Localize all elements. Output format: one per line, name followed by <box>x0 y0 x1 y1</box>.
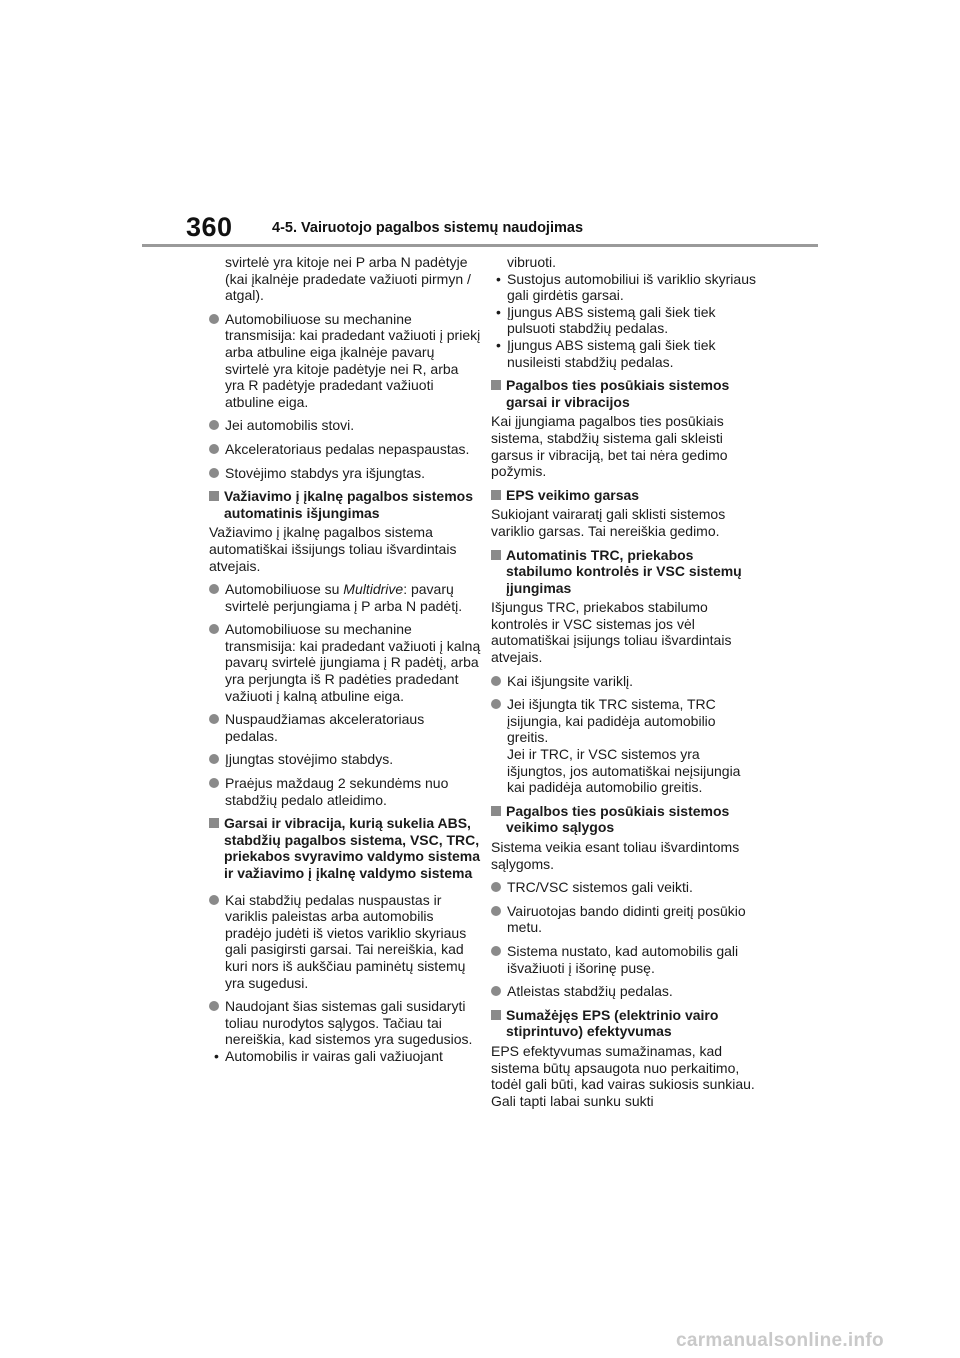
bullet-dot-icon <box>209 314 219 324</box>
continued-bullet-text: svirtelė yra kitoje nei P arba N padėtyje (kai įkalnėje pradedate važiuoti pirmyn / atgal). <box>225 254 471 304</box>
section-heading <box>491 803 759 836</box>
bullet-text: Jei automobilis stovi. <box>225 417 355 434</box>
sub-bullet-item <box>209 1048 481 1065</box>
paragraph: Važiavimo į įkalnę pagalbos sistema automatiškai išsijungs toliau išvardintais atvejais. <box>209 524 457 574</box>
paragraph: Sistema veikia esant toliau išvardintoms sąlygoms. <box>491 839 740 872</box>
section-heading <box>491 487 759 504</box>
bullet-text: Naudojant šias sistemas gali susidaryti toliau nurodytos sąlygos. Tačiau tai nereiškia, kad sistemos yra sugedusios. <box>225 998 473 1048</box>
sub-bullet-marker: • <box>214 1047 219 1064</box>
section-title: 4-5. Vairuotojo pagalbos sistemų naudojimas <box>272 220 584 236</box>
paragraph: Išjungus TRC, priekabos stabilumo kontrolės ir VSC sistemas jos vėl automatiškai įsijungs toliau išvardintais atvejais. <box>491 599 732 666</box>
bullet-item <box>209 711 481 744</box>
bullet-dot-icon <box>209 468 219 478</box>
heading-text: Automatinis TRC, priekabos stabilumo kontrolės ir VSC sistemų įjungimas <box>506 546 742 596</box>
bullet-dot-icon <box>491 906 501 916</box>
square-bullet-icon <box>491 490 501 500</box>
section-heading <box>491 547 759 597</box>
bullet-text <box>225 581 481 614</box>
sub-bullet-marker: • <box>496 336 501 353</box>
section-heading <box>209 815 481 881</box>
section-heading <box>491 1007 759 1040</box>
bullet-item <box>491 696 759 796</box>
sub-bullet-text: Įjungus ABS sistemą gali šiek tiek pulsuoti stabdžių pedalas. <box>507 303 716 337</box>
bullet-item <box>209 998 481 1048</box>
bullet-dot-icon <box>209 895 219 905</box>
paragraph: Kai įjungiama pagalbos ties posūkiais sistema, stabdžių sistema gali skleisti garsus ir vibraciją, bet tai nėra gedimo požymis. <box>491 413 728 480</box>
bullet-text: Sistema nustato, kad automobilis gali išvažiuoti į išorinę pusę. <box>507 942 739 976</box>
section-heading <box>209 488 481 521</box>
heading-text: EPS veikimo garsas <box>506 486 640 503</box>
heading-text: Važiavimo į įkalnę pagalbos sistemos automatinis išjungimas <box>224 488 473 521</box>
bullet-text: Kai stabdžių pedalas nuspaustas ir variklis paleistas arba automobilis pradėjo judėti iš vietos variklio skyriaus gali pasigirsti garsai. Tai nereiškia, kad kuri nors iš aukščiau paminėtų sistemų yra sugedusi. <box>225 891 467 991</box>
bullet-item <box>209 417 481 434</box>
heading-text: Garsai ir vibracija, kurią sukelia ABS, stabdžių pagalbos sistema, VSC, TRC, priekabos svyravimo valdymo sistema ir važiavimo į įkalnę valdymo sistema <box>224 815 481 881</box>
heading-text: Pagalbos ties posūkiais sistemos garsai ir vibracijos <box>506 377 730 410</box>
bullet-dot-icon <box>491 676 501 686</box>
square-bullet-icon <box>491 380 501 390</box>
section-heading <box>491 377 759 410</box>
bullet-text: Akceleratoriaus pedalas nepaspaustas. <box>225 440 470 457</box>
bullet-text-part: Automobiliuose su <box>225 581 344 598</box>
bullet-text-part: Jei ir TRC, ir VSC sistemos yra išjungtos, jos automatiškai neįsijungia kai padidėja automobilio greitis. <box>507 746 741 796</box>
left-column <box>209 254 481 1065</box>
bullet-dot-icon <box>491 946 501 956</box>
bullet-dot-icon <box>209 584 219 594</box>
bullet-item <box>491 673 759 690</box>
bullet-item <box>209 441 481 458</box>
bullet-dot-icon <box>209 754 219 764</box>
sub-bullet-text: Automobilis ir vairas gali važiuojant <box>225 1047 443 1064</box>
sub-bullet-item <box>491 337 759 370</box>
bullet-item <box>491 879 759 896</box>
sub-bullet-marker: • <box>496 270 501 287</box>
bullet-item <box>491 903 759 936</box>
bullet-item <box>209 465 481 482</box>
heading-text: Sumažėjęs EPS (elektrinio vairo stiprintuvo) efektyvumas <box>506 1006 719 1040</box>
heading-text: Pagalbos ties posūkiais sistemos veikimo sąlygos <box>506 802 730 836</box>
bullet-text-part: : pavarų svirtelė perjungiama į P arba N padėtį. <box>225 581 463 614</box>
bullet-dot-icon <box>209 1001 219 1011</box>
bullet-item <box>491 983 759 1000</box>
continued-sub-bullet-text: vibruoti. <box>507 254 557 270</box>
bullet-item <box>209 751 481 768</box>
bullet-item <box>209 311 481 411</box>
bullet-text: Automobiliuose su mechanine transmisija: kai pradedant važiuoti į kalną pavarų svirtelė įjungiama į R padėtį, arba yra perjungta iš R padėties pradedant važiuoti į kalną atbuline eiga. <box>225 621 481 704</box>
sub-bullet-text: Įjungus ABS sistemą gali šiek tiek nusileisti stabdžių pedalas. <box>507 336 716 370</box>
header-divider <box>142 244 818 247</box>
spacer <box>209 885 481 892</box>
bullet-item <box>209 892 481 992</box>
bullet-text-part: Jei išjungta tik TRC sistema, TRC įsijungia, kai padidėja automobilio greitis. <box>507 696 716 746</box>
right-column <box>491 254 759 1116</box>
square-bullet-icon <box>209 818 219 828</box>
bullet-text: Praėjus maždaug 2 sekundėms nuo stabdžių pedalo atleidimo. <box>225 775 449 808</box>
sub-bullet-item <box>491 304 759 337</box>
sub-bullet-marker: • <box>496 303 501 320</box>
bullet-item <box>209 581 481 614</box>
sub-bullet-item <box>491 271 759 304</box>
square-bullet-icon <box>491 550 501 560</box>
bullet-dot-icon <box>209 778 219 788</box>
bullet-item <box>209 621 481 704</box>
square-bullet-icon <box>491 1010 501 1020</box>
bullet-item <box>491 943 759 976</box>
page-number: 360 <box>186 212 233 242</box>
bullet-text-italic: Multidrive <box>343 581 404 598</box>
bullet-dot-icon <box>491 882 501 892</box>
bullet-text <box>507 696 759 796</box>
bullet-dot-icon <box>209 420 219 430</box>
bullet-text: Įjungtas stovėjimo stabdys. <box>225 751 394 768</box>
bullet-text: Nuspaudžiamas akceleratoriaus pedalas. <box>225 711 425 744</box>
square-bullet-icon <box>491 806 501 816</box>
bullet-text: Stovėjimo stabdys yra išjungtas. <box>225 464 425 481</box>
bullet-dot-icon <box>209 444 219 454</box>
square-bullet-icon <box>209 491 219 501</box>
bullet-dot-icon <box>209 714 219 724</box>
paragraph: EPS efektyvumas sumažinamas, kad sistema būtų apsaugota nuo perkaitimo, todėl gali būti, kad vairas sukiosis sunkiau. Gali tapti labai sunku sukti <box>491 1042 755 1109</box>
spacer <box>491 370 759 377</box>
bullet-text: Atleistas stabdžių pedalas. <box>507 983 673 1000</box>
bullet-text: Automobiliuose su mechanine transmisija: kai pradedant važiuoti į priekį arba atbuline eiga įkalnėje pavarų svirtelė yra kitoje padėtyje nei R, arba yra R padėtyje pradedant važiuoti atbuline eiga. <box>225 310 481 410</box>
bullet-dot-icon <box>491 699 501 709</box>
bullet-dot-icon <box>209 624 219 634</box>
bullet-text: TRC/VSC sistemos gali veikti. <box>507 879 693 896</box>
watermark: carmanualsonline.info <box>676 1330 884 1351</box>
paragraph: Sukiojant vairaratį gali sklisti sistemos variklio garsas. Tai nereiškia gedimo. <box>491 506 726 539</box>
bullet-text: Kai išjungsite variklį. <box>507 672 634 689</box>
bullet-item <box>209 775 481 808</box>
bullet-dot-icon <box>491 986 501 996</box>
sub-bullet-text: Sustojus automobiliui iš variklio skyriaus gali girdėtis garsai. <box>507 270 756 304</box>
bullet-text: Vairuotojas bando didinti greitį posūkio metu. <box>507 902 746 936</box>
